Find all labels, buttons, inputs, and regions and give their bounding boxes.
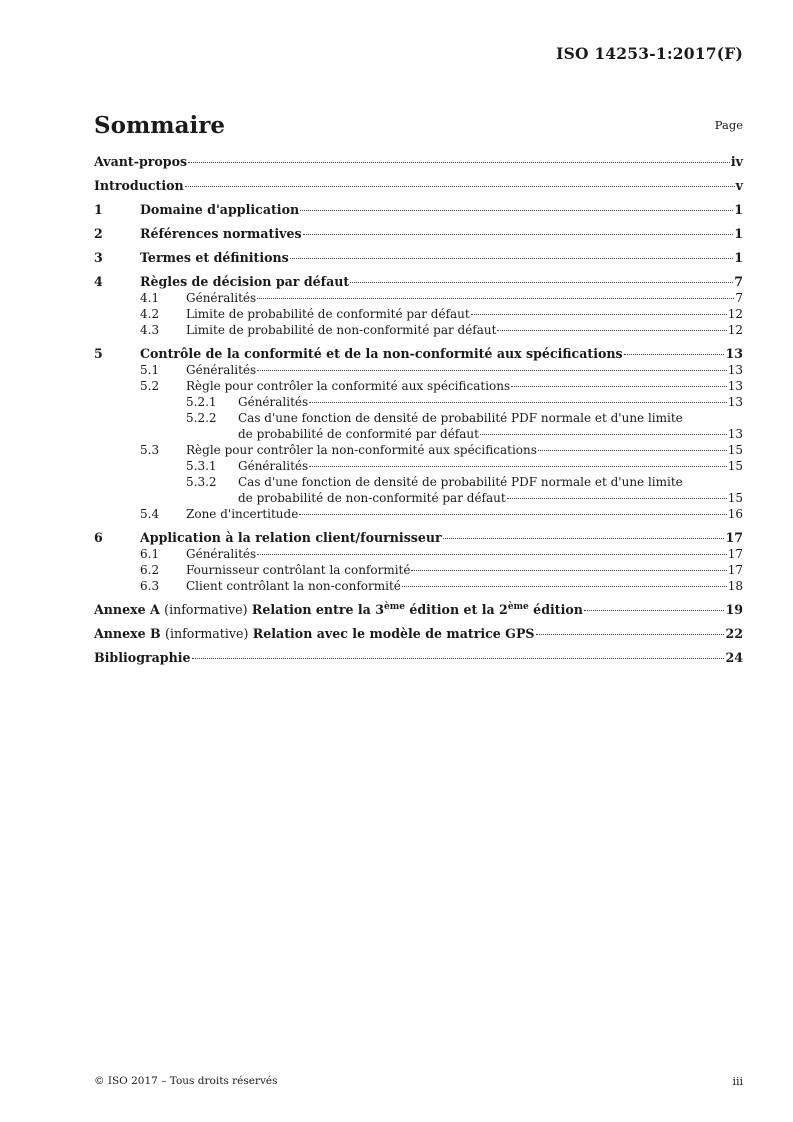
toc-entry-text: Généralités xyxy=(238,395,309,409)
toc-number: 6.2 xyxy=(140,563,160,577)
toc-entry-5-2[interactable] xyxy=(94,378,743,394)
toc-entry-annexe-b[interactable] xyxy=(94,626,743,642)
toc-entry-text: Application à la relation client/fournisseur xyxy=(140,530,442,545)
toc-entry-text: Généralités xyxy=(186,547,257,561)
dot-leader xyxy=(538,449,727,451)
toc-entry-5-4[interactable] xyxy=(94,506,743,522)
toc-entry-text: de probabilité de non-conformité par défaut xyxy=(238,491,506,505)
toc-number: 5.3.1 xyxy=(186,459,217,473)
toc-entry-text: Bibliographie xyxy=(94,650,191,665)
toc-entry-introduction[interactable] xyxy=(94,178,743,194)
dot-leader xyxy=(188,161,730,163)
dot-leader xyxy=(624,353,725,355)
toc-entry-text: Références normatives xyxy=(140,226,302,241)
toc-page-number: 1 xyxy=(734,250,743,265)
toc-number: 3 xyxy=(94,250,103,265)
toc-entry-text: Introduction xyxy=(94,178,184,193)
toc-number: 5.2 xyxy=(140,379,160,393)
toc-entry-text-line1: Cas d'une fonction de densité de probabilité PDF normale et d'une limite xyxy=(238,475,683,489)
superscript: ème xyxy=(507,601,529,612)
dot-leader xyxy=(497,329,726,331)
toc-number: 6 xyxy=(94,530,103,545)
toc-entry-text: Avant-propos xyxy=(94,154,188,169)
toc-entry-5-3[interactable] xyxy=(94,442,743,458)
dot-leader xyxy=(411,569,726,571)
toc-page-number: 15 xyxy=(727,459,743,473)
dot-leader xyxy=(309,465,727,467)
toc-page-number: 7 xyxy=(735,291,743,305)
footer-page-number: iii xyxy=(732,1075,743,1088)
toc-entry-4[interactable] xyxy=(94,274,743,290)
toc-page-number: 15 xyxy=(727,443,743,457)
toc-number: 5.3.2 xyxy=(186,475,217,489)
toc-entry-text: Règle pour contrôler la non-conformité aux spécifications xyxy=(186,443,537,457)
toc-entry-text: Généralités xyxy=(238,459,309,473)
document-id: ISO 14253-1:2017(F) xyxy=(556,44,743,63)
toc-entry-text: Contrôle de la conformité et de la non-conformité aux spécifications xyxy=(140,346,623,361)
toc-number: 4 xyxy=(94,274,103,289)
toc-number: 6.1 xyxy=(140,547,160,561)
dot-leader xyxy=(443,537,725,539)
page-column-label: Page xyxy=(714,118,743,132)
toc-number: 5 xyxy=(94,346,103,361)
superscript: ème xyxy=(383,601,405,612)
toc-number: 5.3 xyxy=(140,443,160,457)
toc-entry-5-2-2[interactable] xyxy=(94,426,743,442)
dot-leader xyxy=(299,513,726,515)
toc-entry-text: de probabilité de conformité par défaut xyxy=(238,427,479,441)
toc-number: 1 xyxy=(94,202,103,217)
toc-page-number: 16 xyxy=(727,507,743,521)
toc-number: 4.3 xyxy=(140,323,160,337)
toc-page-number: 13 xyxy=(727,379,743,393)
annex-type: (informative) xyxy=(165,626,249,641)
dot-leader xyxy=(309,401,727,403)
toc-number: 2 xyxy=(94,226,103,241)
toc-entry-text: Fournisseur contrôlant la conformité xyxy=(186,563,411,577)
dot-leader xyxy=(480,433,727,435)
toc-page-number: 12 xyxy=(727,307,743,321)
toc-number: 6.3 xyxy=(140,579,160,593)
dot-leader xyxy=(507,497,727,499)
toc-number: 5.2.1 xyxy=(186,395,217,409)
toc-page-number: 24 xyxy=(725,650,743,665)
toc-entry-6-1[interactable] xyxy=(94,546,743,562)
toc-entry-text: Zone d'incertitude xyxy=(186,507,299,521)
dot-leader xyxy=(300,209,733,211)
dot-leader xyxy=(471,313,727,315)
toc-entry-5[interactable] xyxy=(94,346,743,362)
toc-number: 5.4 xyxy=(140,507,160,521)
toc-entry-text-line1: Cas d'une fonction de densité de probabilité PDF normale et d'une limite xyxy=(238,411,683,425)
dot-leader xyxy=(192,657,725,659)
toc-page-number: 17 xyxy=(725,530,743,545)
dot-leader xyxy=(257,553,727,555)
annex-label: Annexe B xyxy=(94,626,161,641)
toc-number: 5.1 xyxy=(140,363,160,377)
toc-page-number: 19 xyxy=(725,602,743,617)
toc-page-number: 15 xyxy=(727,491,743,505)
dot-leader xyxy=(257,369,727,371)
page-title: Sommaire xyxy=(94,112,226,139)
toc-page-number: 13 xyxy=(727,363,743,377)
toc-entry-text: Client contrôlant la non-conformité xyxy=(186,579,401,593)
toc-entry-text: Règle pour contrôler la conformité aux spécifications xyxy=(186,379,511,393)
toc-entry-2[interactable] xyxy=(94,226,743,242)
dot-leader xyxy=(350,281,733,283)
annex-title-part2: édition et la 2 xyxy=(404,602,508,617)
toc-entry-6[interactable] xyxy=(94,530,743,546)
toc-page-number: 13 xyxy=(725,346,743,361)
toc-page-number: 7 xyxy=(734,274,743,289)
dot-leader xyxy=(402,585,727,587)
toc-entry-text: Limite de probabilité de conformité par défaut xyxy=(186,307,470,321)
toc-page-number: v xyxy=(735,178,743,193)
toc-entry-5-1[interactable] xyxy=(94,362,743,378)
toc-entry-text xyxy=(94,626,535,642)
toc-entry-6-2[interactable] xyxy=(94,562,743,578)
dot-leader xyxy=(511,385,727,387)
toc-page-number: 18 xyxy=(727,579,743,593)
toc-entry-avant-propos[interactable] xyxy=(94,154,743,170)
toc-number: 4.1 xyxy=(140,291,160,305)
toc-entry-1[interactable] xyxy=(94,202,743,218)
toc-number: 5.2.2 xyxy=(186,411,217,425)
toc-entry-4-2[interactable] xyxy=(94,306,743,322)
toc-entry-3[interactable] xyxy=(94,250,743,266)
toc-entry-text: Généralités xyxy=(186,291,257,305)
toc-entry-bibliographie[interactable] xyxy=(94,650,743,666)
toc-page-number: 17 xyxy=(727,563,743,577)
toc-page-number: 12 xyxy=(727,323,743,337)
toc-entry-5-3-2[interactable] xyxy=(94,490,743,506)
annex-title-part1: Relation entre la 3 xyxy=(251,602,384,617)
toc-entry-text: Domaine d'application xyxy=(140,202,300,217)
toc-entry-5-2-2-line1[interactable] xyxy=(94,410,743,426)
footer-copyright: © ISO 2017 – Tous droits réservés xyxy=(94,1075,278,1087)
toc-entry-5-3-2-line1[interactable] xyxy=(94,474,743,490)
annex-label: Annexe A xyxy=(94,602,160,617)
annex-title: Relation avec le modèle de matrice GPS xyxy=(252,626,535,641)
toc-entry-annexe-a[interactable] xyxy=(94,602,743,618)
toc-entry-5-2-1[interactable] xyxy=(94,394,743,410)
dot-leader xyxy=(257,297,734,299)
toc-page-number: 17 xyxy=(727,547,743,561)
toc-page-number: 1 xyxy=(734,202,743,217)
toc-entry-6-3[interactable] xyxy=(94,578,743,594)
toc-entry-text xyxy=(94,602,583,618)
toc-page-number: 13 xyxy=(727,427,743,441)
toc-entry-4-3[interactable] xyxy=(94,322,743,338)
annex-title-part3: édition xyxy=(528,602,583,617)
toc-entry-text: Limite de probabilité de non-conformité par défaut xyxy=(186,323,497,337)
toc-entry-4-1[interactable] xyxy=(94,290,743,306)
dot-leader xyxy=(584,609,725,611)
toc-entry-text: Règles de décision par défaut xyxy=(140,274,350,289)
toc-page-number: iv xyxy=(730,154,743,169)
dot-leader xyxy=(536,633,725,635)
annex-type: (informative) xyxy=(164,602,248,617)
toc-entry-text: Termes et définitions xyxy=(140,250,289,265)
toc-page-number: 13 xyxy=(727,395,743,409)
dot-leader xyxy=(185,185,735,187)
toc-entry-5-3-1[interactable] xyxy=(94,458,743,474)
toc-page-number: 1 xyxy=(734,226,743,241)
dot-leader xyxy=(290,257,733,259)
toc-entry-text: Généralités xyxy=(186,363,257,377)
toc-number: 4.2 xyxy=(140,307,160,321)
table-of-contents xyxy=(94,154,743,666)
toc-page-number: 22 xyxy=(725,626,743,641)
dot-leader xyxy=(303,233,734,235)
